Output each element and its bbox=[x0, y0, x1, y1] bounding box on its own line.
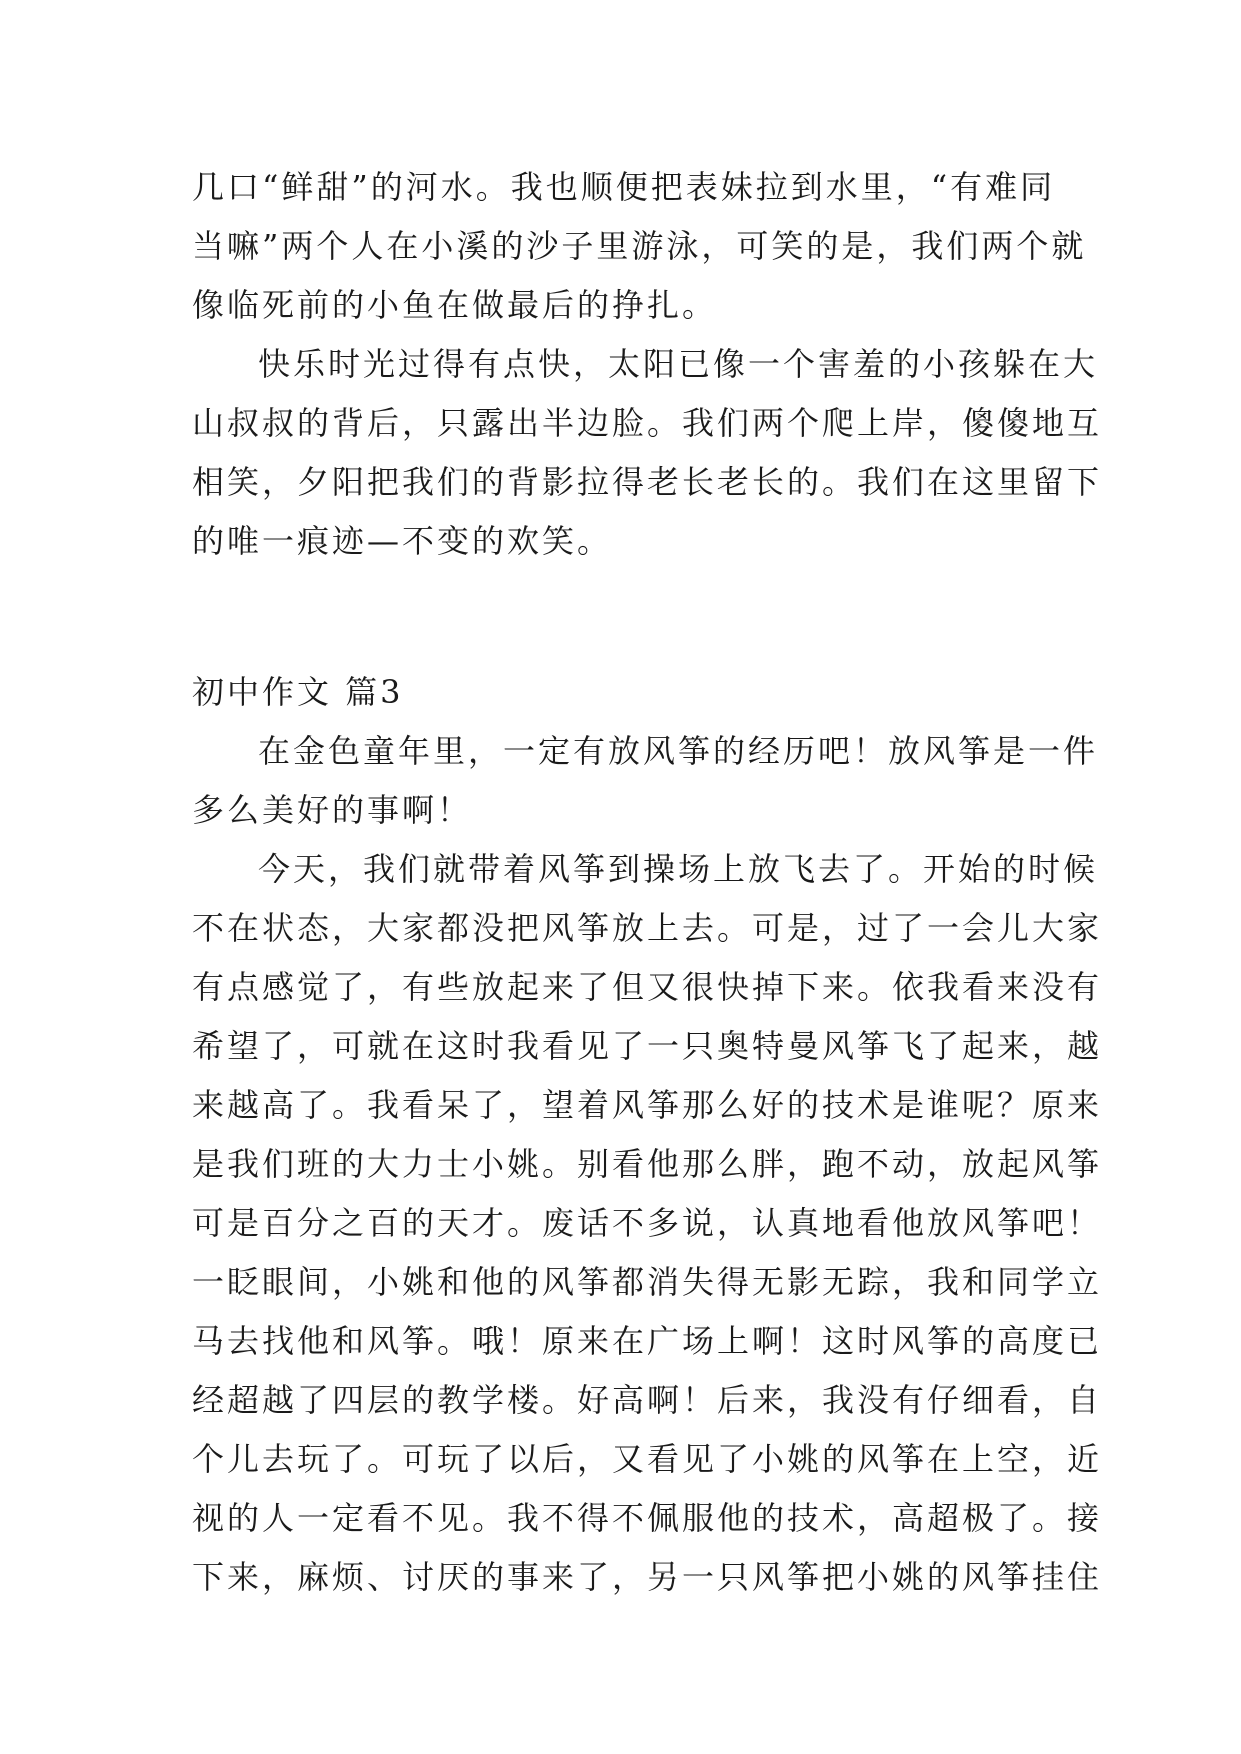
text-line: 的唯一痕迹—不变的欢笑。 bbox=[192, 522, 613, 560]
text-line: 来越高了。我看呆了，望着风筝那么好的技术是谁呢？原来 bbox=[192, 1086, 1103, 1124]
text-line: 山叔叔的背后，只露出半边脸。我们两个爬上岸，傻傻地互 bbox=[192, 404, 1103, 442]
paragraph-kite-story bbox=[192, 840, 1103, 1607]
text-line: 希望了，可就在这时我看见了一只奥特曼风筝飞了起来，越 bbox=[192, 1027, 1103, 1065]
text-line: 经超越了四层的教学楼。好高啊！后来，我没有仔细看，自 bbox=[192, 1381, 1103, 1419]
text-line: 有点感觉了，有些放起来了但又很快掉下来。依我看来没有 bbox=[192, 968, 1103, 1006]
text-line: 一眨眼间，小姚和他的风筝都消失得无影无踪，我和同学立 bbox=[192, 1263, 1103, 1301]
text-line: 在金色童年里，一定有放风筝的经历吧！放风筝是一件 bbox=[258, 732, 1099, 770]
text-line: 个儿去玩了。可玩了以后，又看见了小姚的风筝在上空，近 bbox=[192, 1440, 1103, 1478]
text-line: 快乐时光过得有点快，太阳已像一个害羞的小孩躲在大 bbox=[258, 345, 1099, 383]
text-line: 不在状态，大家都没把风筝放上去。可是，过了一会儿大家 bbox=[192, 909, 1103, 947]
text-line: 相笑，夕阳把我们的背影拉得老长老长的。我们在这里留下 bbox=[192, 463, 1103, 501]
text-line: 可是百分之百的天才。废话不多说，认真地看他放风筝吧！ bbox=[192, 1204, 1103, 1242]
paragraph-sunset bbox=[192, 335, 1103, 571]
paragraph-river-swim bbox=[192, 158, 1087, 335]
section-heading: 初中作文 篇3 bbox=[192, 673, 404, 711]
paragraph-kite-intro bbox=[192, 722, 1099, 840]
text-line: 今天，我们就带着风筝到操场上放飞去了。开始的时候 bbox=[258, 850, 1099, 888]
text-line: 像临死前的小鱼在做最后的挣扎。 bbox=[192, 286, 718, 324]
text-line: 马去找他和风筝。哦！原来在广场上啊！这时风筝的高度已 bbox=[192, 1322, 1103, 1360]
text-line: 下来，麻烦、讨厌的事来了，另一只风筝把小姚的风筝挂住 bbox=[192, 1558, 1103, 1596]
text-line: 是我们班的大力士小姚。别看他那么胖，跑不动，放起风筝 bbox=[192, 1145, 1103, 1183]
text-line: 当嘛”两个人在小溪的沙子里游泳，可笑的是，我们两个就 bbox=[192, 227, 1087, 265]
section-spacer bbox=[192, 571, 1072, 663]
text-line: 视的人一定看不见。我不得不佩服他的技术，高超极了。接 bbox=[192, 1499, 1103, 1537]
text-line: 多么美好的事啊！ bbox=[192, 791, 473, 829]
text-line: 几口“鲜甜”的河水。我也顺便把表妹拉到水里，“有难同 bbox=[192, 168, 1056, 206]
document-body bbox=[192, 158, 1103, 1607]
